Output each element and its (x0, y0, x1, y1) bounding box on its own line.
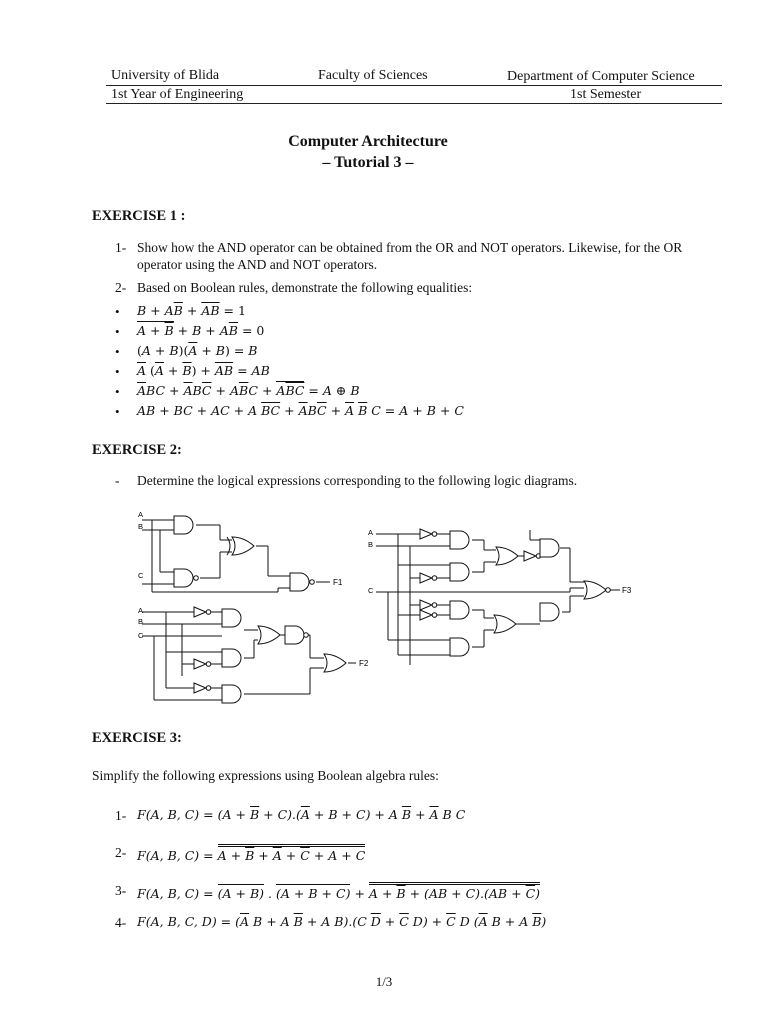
bullet: • (115, 324, 120, 339)
expression-1: F(A, B, $C) = (A + \overline{B} + C).(\overline{A} + B + C) + A$ $\overline{B} + \overline{A}$ B C (137, 807, 466, 822)
expression-4: F(A, B, C, $D) = (\overline{A}$ B + A $\overline{B} + A$ B).(C $\overline{D} + \overline{C}$ $D) + \overline{C}$ D ($\overline{A}$ B + A $\overline{B}$) (137, 914, 547, 929)
diagram-label-b: B (138, 522, 144, 531)
exercise1-heading: EXERCISE 1 : (92, 208, 186, 224)
header-semester: 1st Semester (570, 87, 642, 102)
ex2-text: Determine the logical expressions corresponding to the following logic diagrams. (137, 473, 578, 488)
ex3-number-4: 4- (115, 915, 127, 930)
ex1-item2-number: 2- (115, 280, 127, 295)
diagram-label-a: A (138, 606, 144, 615)
equality-4: $\overline{A}$ $(\overline{A} + \overline{B}) + \overline{AB}$ = AB (137, 363, 270, 378)
header-rule-top (106, 85, 722, 86)
equality-6: AB + BC + AC + A $\overline{B}\overline{C} + \overline{A}B\overline{C} + \overline{A}$ $\overline{B}$ C = A + B + C (137, 403, 464, 418)
exercise3-heading: EXERCISE 3: (92, 730, 182, 746)
diagram-label-b: B (368, 540, 374, 549)
expression-2: F(A, B, $C) = A + \overline{B} + \overline{A} + \overline{C} + A + C$ (137, 844, 365, 863)
diagram-label-f3: F3 (622, 586, 632, 595)
ex1-item1-number: 1- (115, 240, 127, 255)
diagram-label-f2: F2 (359, 659, 369, 668)
equality-2: $A + \overline{B} + B + A\overline{B} = 0$ (137, 323, 265, 338)
ex3-intro: Simplify the following expressions using Boolean algebra rules: (92, 768, 439, 783)
ex1-item1-text: Show how the AND operator can be obtained from the OR and NOT operators. Likewise, for the OR operator using the AND and NOT operators. (137, 240, 683, 272)
exercise2-heading: EXERCISE 2: (92, 442, 182, 458)
equality-5: $\overline{A}BC + \overline{A}B\overline{C} + A\overline{B}C + A\overline{BC} = A$ ⊕ B (137, 383, 360, 398)
equality-3: $(A + B)(\overline{A} + B) = B$ (137, 343, 258, 358)
diagram-label-c: C (138, 571, 144, 580)
bullet: • (115, 304, 120, 319)
diagram-label-b: B (138, 617, 144, 626)
page-title: Computer Architecture (288, 133, 448, 150)
expression-3: F(A, B, C) = (A + B) . $(A + B + C) + A + \overline{B} + (AB + C).(AB + \overline{C})$ (137, 882, 540, 901)
ex3-number-2: 2- (115, 845, 127, 860)
header-year: 1st Year of Engineering (111, 87, 244, 102)
bullet: • (115, 344, 120, 359)
ex2-dash: - (115, 473, 120, 488)
ex3-number-3: 3- (115, 883, 127, 898)
bullet: • (115, 384, 120, 399)
ex3-number-1: 1- (115, 808, 127, 823)
diagram-label-f1: F1 (333, 578, 343, 587)
bullet: • (115, 404, 120, 419)
header-faculty: Faculty of Sciences (318, 68, 428, 83)
equality-1: $B + A\overline{B} + \overline{AB} = 1$ (137, 303, 246, 318)
bullet: • (115, 364, 120, 379)
ex1-item2-text: Based on Boolean rules, demonstrate the following equalities: (137, 280, 473, 295)
header-university: University of Blida (111, 68, 220, 83)
diagram-label-a: A (138, 510, 144, 519)
logic-diagrams (130, 500, 650, 710)
diagram-label-a: A (368, 528, 374, 537)
header-rule-bottom (106, 103, 722, 104)
diagram-label-c: C (368, 586, 374, 595)
page-number: 1/3 (375, 974, 393, 989)
diagram-label-c: C (138, 631, 144, 640)
page-subtitle: – Tutorial 3 – (322, 154, 414, 171)
header-department: Department of Computer Science (507, 69, 695, 84)
